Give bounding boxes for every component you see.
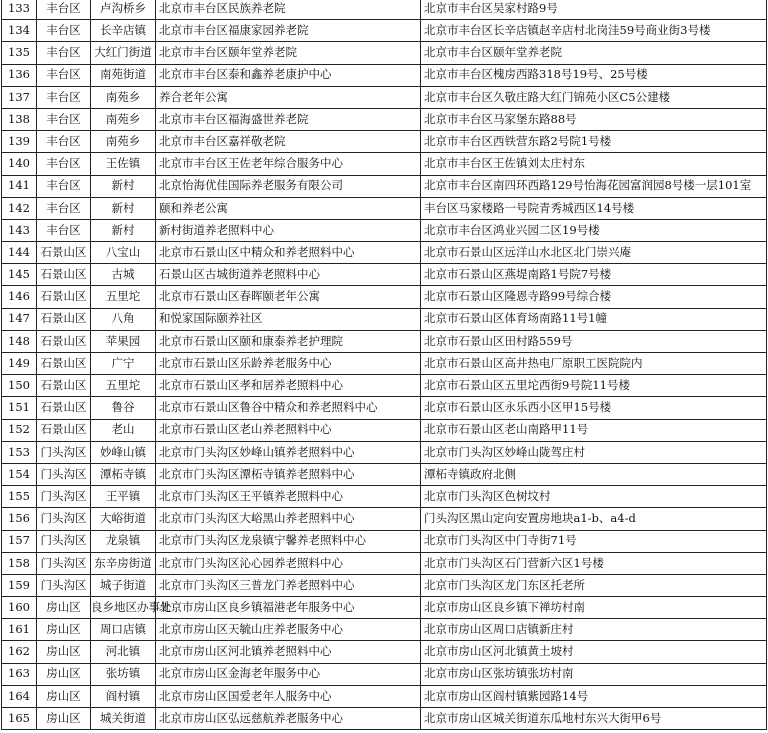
table-row	[2, 463, 767, 485]
row-number-cell: 155	[2, 486, 37, 508]
district-cell: 丰台区	[37, 153, 91, 175]
address-cell: 北京市石景山区隆恩寺路99号综合楼	[421, 286, 767, 308]
row-number-cell: 141	[2, 175, 37, 197]
street-cell: 城关街道	[91, 708, 156, 730]
address-cell: 北京市丰台区久敬庄路大红门锦苑小区C5公建楼	[421, 86, 767, 108]
address-cell: 潭柘寺镇政府北侧	[421, 463, 767, 485]
table-row	[2, 197, 767, 219]
street-cell: 妙峰山镇	[91, 441, 156, 463]
table-body	[2, 0, 767, 730]
address-cell: 北京市丰台区颐年堂养老院	[421, 42, 767, 64]
row-number-cell: 162	[2, 641, 37, 663]
row-number-cell: 140	[2, 153, 37, 175]
street-cell: 南苑乡	[91, 131, 156, 153]
district-cell: 门头沟区	[37, 530, 91, 552]
institution-name-cell: 北京市石景山区中精众和养老照料中心	[156, 242, 421, 264]
street-cell: 新村	[91, 197, 156, 219]
institution-name-cell: 北京市门头沟区妙峰山镇养老照料中心	[156, 441, 421, 463]
row-number-cell: 145	[2, 264, 37, 286]
district-cell: 石景山区	[37, 286, 91, 308]
institution-name-cell: 北京市丰台区泰和鑫养老康护中心	[156, 64, 421, 86]
table-row	[2, 508, 767, 530]
institution-name-cell: 北京市石景山区乐龄养老服务中心	[156, 353, 421, 375]
institution-name-cell: 北京市门头沟区潭柘寺镇养老照料中心	[156, 463, 421, 485]
row-number-cell: 161	[2, 619, 37, 641]
institution-name-cell: 北京市房山区河北镇养老照料中心	[156, 641, 421, 663]
street-cell: 五里坨	[91, 375, 156, 397]
table-row	[2, 330, 767, 352]
row-number-cell: 163	[2, 663, 37, 685]
district-cell: 石景山区	[37, 419, 91, 441]
street-cell: 五里坨	[91, 286, 156, 308]
table-row	[2, 708, 767, 730]
district-cell: 门头沟区	[37, 552, 91, 574]
address-cell: 北京市房山区周口店镇新庄村	[421, 619, 767, 641]
institution-name-cell: 北京市石景山区春晖颐老年公寓	[156, 286, 421, 308]
street-cell: 新村	[91, 219, 156, 241]
district-cell: 门头沟区	[37, 486, 91, 508]
address-cell: 北京市丰台区西铁营东路2号院1号楼	[421, 131, 767, 153]
district-cell: 石景山区	[37, 353, 91, 375]
street-cell: 大红门街道	[91, 42, 156, 64]
address-cell: 门头沟区黑山定向安置房地块a1-b、a4-d	[421, 508, 767, 530]
table-row	[2, 486, 767, 508]
district-cell: 石景山区	[37, 308, 91, 330]
street-cell: 卢沟桥乡	[91, 0, 156, 20]
street-cell: 南苑乡	[91, 108, 156, 130]
table-row	[2, 419, 767, 441]
address-cell: 北京市房山区阎村镇紫园路14号	[421, 685, 767, 707]
address-cell: 北京市丰台区王佐镇刘太庄村东	[421, 153, 767, 175]
row-number-cell: 142	[2, 197, 37, 219]
district-cell: 丰台区	[37, 42, 91, 64]
district-cell: 丰台区	[37, 175, 91, 197]
institution-name-cell: 北京市房山区天毓山庄养老服务中心	[156, 619, 421, 641]
institution-name-cell: 北京市房山区金海老年服务中心	[156, 663, 421, 685]
street-cell: 大峪街道	[91, 508, 156, 530]
district-cell: 丰台区	[37, 108, 91, 130]
institution-name-cell: 北京市丰台区民族养老院	[156, 0, 421, 20]
institution-name-cell: 和悦家国际颐养社区	[156, 308, 421, 330]
street-cell: 苹果园	[91, 330, 156, 352]
address-cell: 北京市门头沟区中门寺街71号	[421, 530, 767, 552]
table-row	[2, 242, 767, 264]
district-cell: 房山区	[37, 663, 91, 685]
address-cell: 北京市石景山区永乐西小区甲15号楼	[421, 397, 767, 419]
institution-name-cell: 养合老年公寓	[156, 86, 421, 108]
row-number-cell: 148	[2, 330, 37, 352]
row-number-cell: 156	[2, 508, 37, 530]
institution-name-cell: 北京市房山区国爱老年人服务中心	[156, 685, 421, 707]
district-cell: 丰台区	[37, 86, 91, 108]
address-cell: 北京市石景山区田村路559号	[421, 330, 767, 352]
table-row	[2, 530, 767, 552]
street-cell: 周口店镇	[91, 619, 156, 641]
table-row	[2, 641, 767, 663]
street-cell: 龙泉镇	[91, 530, 156, 552]
row-number-cell: 151	[2, 397, 37, 419]
address-cell: 北京市丰台区马家堡东路88号	[421, 108, 767, 130]
district-cell: 丰台区	[37, 0, 91, 20]
street-cell: 河北镇	[91, 641, 156, 663]
table-row	[2, 597, 767, 619]
address-cell: 北京市丰台区长辛店镇赵辛店村北岗洼59号商业街3号楼	[421, 20, 767, 42]
street-cell: 潭柘寺镇	[91, 463, 156, 485]
street-cell: 古城	[91, 264, 156, 286]
table-row	[2, 663, 767, 685]
district-cell: 丰台区	[37, 197, 91, 219]
street-cell: 南苑街道	[91, 64, 156, 86]
table-row	[2, 685, 767, 707]
institution-name-cell: 北京市门头沟区王平镇养老照料中心	[156, 486, 421, 508]
address-cell: 北京市石景山区燕堤南路1号院7号楼	[421, 264, 767, 286]
district-cell: 石景山区	[37, 375, 91, 397]
table-row	[2, 108, 767, 130]
row-number-cell: 136	[2, 64, 37, 86]
address-cell: 北京市丰台区鸿业兴园二区19号楼	[421, 219, 767, 241]
district-cell: 石景山区	[37, 397, 91, 419]
address-cell: 北京市丰台区南四环西路129号怡海花园富润园8号楼一层101室	[421, 175, 767, 197]
table-row	[2, 308, 767, 330]
street-cell: 长辛店镇	[91, 20, 156, 42]
institution-name-cell: 石景山区古城街道养老照料中心	[156, 264, 421, 286]
institution-name-cell: 北京市丰台区王佐老年综合服务中心	[156, 153, 421, 175]
institution-name-cell: 北京市石景山区颐和康泰养老护理院	[156, 330, 421, 352]
district-cell: 门头沟区	[37, 463, 91, 485]
street-cell: 良乡地区办事处	[91, 597, 156, 619]
table-row	[2, 552, 767, 574]
table-row	[2, 619, 767, 641]
district-cell: 石景山区	[37, 242, 91, 264]
row-number-cell: 146	[2, 286, 37, 308]
address-cell: 北京市房山区河北镇黄土坡村	[421, 641, 767, 663]
row-number-cell: 135	[2, 42, 37, 64]
district-cell: 丰台区	[37, 20, 91, 42]
table-row	[2, 175, 767, 197]
district-cell: 房山区	[37, 597, 91, 619]
institution-name-cell: 北京市门头沟区大峪黑山养老照料中心	[156, 508, 421, 530]
district-cell: 石景山区	[37, 330, 91, 352]
street-cell: 张坊镇	[91, 663, 156, 685]
table-row	[2, 64, 767, 86]
table-row	[2, 397, 767, 419]
row-number-cell: 147	[2, 308, 37, 330]
street-cell: 广宁	[91, 353, 156, 375]
address-cell: 北京市石景山区高井热电厂原职工医院院内	[421, 353, 767, 375]
row-number-cell: 143	[2, 219, 37, 241]
address-cell: 丰台区马家楼路一号院青秀城西区14号楼	[421, 197, 767, 219]
address-cell: 北京市门头沟区妙峰山陇驾庄村	[421, 441, 767, 463]
row-number-cell: 144	[2, 242, 37, 264]
institution-name-cell: 北京市石景山区鲁谷中精众和养老照料中心	[156, 397, 421, 419]
row-number-cell: 164	[2, 685, 37, 707]
district-cell: 丰台区	[37, 64, 91, 86]
district-cell: 门头沟区	[37, 441, 91, 463]
institution-name-cell: 北京市丰台区福康家园养老院	[156, 20, 421, 42]
street-cell: 鲁谷	[91, 397, 156, 419]
address-cell: 北京市房山区良乡镇下禅坊村南	[421, 597, 767, 619]
table-row	[2, 0, 767, 20]
institution-name-cell: 北京市丰台区嘉祥敬老院	[156, 131, 421, 153]
table-row	[2, 264, 767, 286]
institution-name-cell: 北京市房山区弘远慈航养老服务中心	[156, 708, 421, 730]
row-number-cell: 149	[2, 353, 37, 375]
street-cell: 八角	[91, 308, 156, 330]
table-row	[2, 375, 767, 397]
address-cell: 北京市房山区城关街道东瓜地村东兴大街甲6号	[421, 708, 767, 730]
institution-name-cell: 北京市门头沟区沁心园养老照料中心	[156, 552, 421, 574]
street-cell: 王佐镇	[91, 153, 156, 175]
table-row	[2, 353, 767, 375]
row-number-cell: 158	[2, 552, 37, 574]
address-cell: 北京市石景山区远洋山水北区北门崇兴庵	[421, 242, 767, 264]
street-cell: 东辛房街道	[91, 552, 156, 574]
address-cell: 北京市石景山区老山南路甲11号	[421, 419, 767, 441]
row-number-cell: 138	[2, 108, 37, 130]
street-cell: 新村	[91, 175, 156, 197]
row-number-cell: 137	[2, 86, 37, 108]
row-number-cell: 152	[2, 419, 37, 441]
district-cell: 门头沟区	[37, 508, 91, 530]
district-cell: 石景山区	[37, 264, 91, 286]
address-cell: 北京市石景山区体育场南路11号1幢	[421, 308, 767, 330]
address-cell: 北京市房山区张坊镇张坊村南	[421, 663, 767, 685]
row-number-cell: 133	[2, 0, 37, 20]
row-number-cell: 150	[2, 375, 37, 397]
street-cell: 阎村镇	[91, 685, 156, 707]
row-number-cell: 160	[2, 597, 37, 619]
district-cell: 门头沟区	[37, 574, 91, 596]
elderly-care-table	[1, 0, 767, 730]
institution-name-cell: 北京市房山区良乡镇福港老年服务中心	[156, 597, 421, 619]
row-number-cell: 157	[2, 530, 37, 552]
row-number-cell: 159	[2, 574, 37, 596]
table-row	[2, 131, 767, 153]
table-row	[2, 574, 767, 596]
address-cell: 北京市石景山区五里坨西街9号院11号楼	[421, 375, 767, 397]
institution-name-cell: 北京市丰台区颐年堂养老院	[156, 42, 421, 64]
row-number-cell: 165	[2, 708, 37, 730]
institution-name-cell: 北京怡海优佳国际养老服务有限公司	[156, 175, 421, 197]
table-row	[2, 441, 767, 463]
table-row	[2, 153, 767, 175]
institution-name-cell: 北京市门头沟区三普龙门养老照料中心	[156, 574, 421, 596]
institution-name-cell: 北京市丰台区福海盛世养老院	[156, 108, 421, 130]
table-row	[2, 42, 767, 64]
street-cell: 八宝山	[91, 242, 156, 264]
district-cell: 房山区	[37, 641, 91, 663]
address-cell: 北京市门头沟区龙门东区托老所	[421, 574, 767, 596]
institution-name-cell: 北京市石景山区孝和居养老照料中心	[156, 375, 421, 397]
institution-name-cell: 北京市石景山区老山养老照料中心	[156, 419, 421, 441]
district-cell: 房山区	[37, 708, 91, 730]
row-number-cell: 134	[2, 20, 37, 42]
street-cell: 南苑乡	[91, 86, 156, 108]
institution-name-cell: 北京市门头沟区龙泉镇宁馨养老照料中心	[156, 530, 421, 552]
district-cell: 房山区	[37, 619, 91, 641]
row-number-cell: 153	[2, 441, 37, 463]
row-number-cell: 154	[2, 463, 37, 485]
table-row	[2, 219, 767, 241]
address-cell: 北京市丰台区吴家村路9号	[421, 0, 767, 20]
street-cell: 王平镇	[91, 486, 156, 508]
street-cell: 城子街道	[91, 574, 156, 596]
table-row	[2, 20, 767, 42]
street-cell: 老山	[91, 419, 156, 441]
district-cell: 丰台区	[37, 131, 91, 153]
institution-name-cell: 新村街道养老照料中心	[156, 219, 421, 241]
district-cell: 丰台区	[37, 219, 91, 241]
address-cell: 北京市门头沟区色树坟村	[421, 486, 767, 508]
institution-name-cell: 颐和养老公寓	[156, 197, 421, 219]
table-row	[2, 86, 767, 108]
table-row	[2, 286, 767, 308]
row-number-cell: 139	[2, 131, 37, 153]
address-cell: 北京市丰台区槐房西路318号19号、25号楼	[421, 64, 767, 86]
address-cell: 北京市门头沟区石门营新六区1号楼	[421, 552, 767, 574]
district-cell: 房山区	[37, 685, 91, 707]
